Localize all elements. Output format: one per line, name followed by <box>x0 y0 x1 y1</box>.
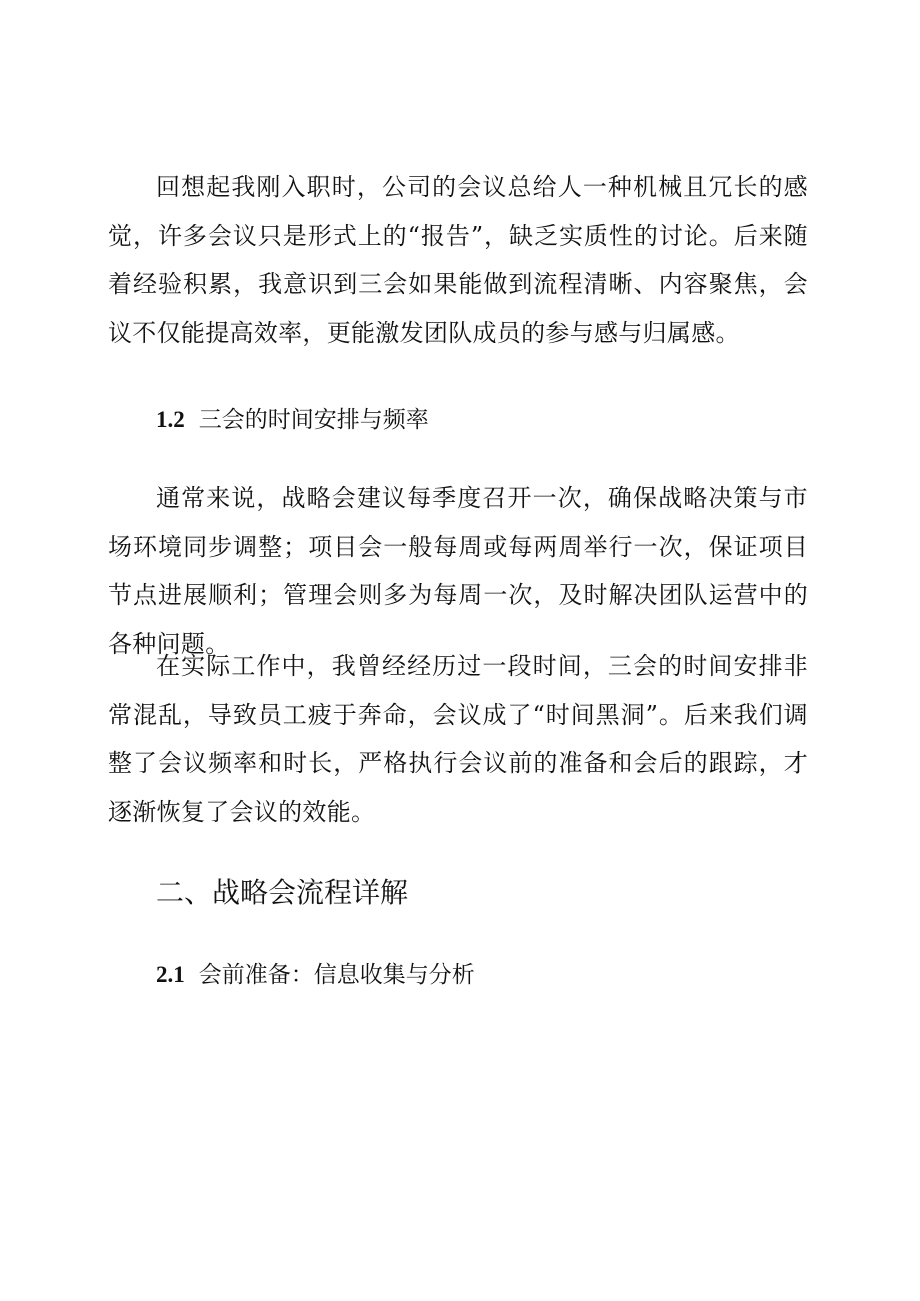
section-heading-1-2 <box>156 405 429 435</box>
section-number: 2.1 <box>156 962 185 987</box>
section-heading-2-1 <box>156 960 475 990</box>
paragraph-practical-experience: 在实际工作中，我曾经经历过一段时间，三会的时间安排非常混乱，导致员工疲于奔命，会议成了“时间黑洞”。后来我们调整了会议频率和时长，严格执行会议前的准备和会后的跟踪，才逐渐恢复了会议的效能。 <box>108 652 808 826</box>
paragraph-meeting-frequency: 通常来说，战略会建议每季度召开一次，确保战略决策与市场环境同步调整；项目会一般每周或每两周举行一次，保证项目节点进展顺利；管理会则多为每周一次，及时解决团队运营中的各种问题。 <box>108 484 808 658</box>
section-title: 会前准备：信息收集与分析 <box>198 962 475 988</box>
chapter-heading-2: 二、战略会流程详解 <box>156 876 409 909</box>
section-number: 1.2 <box>156 407 185 432</box>
paragraph-onboarding-reflection: 回想起我刚入职时，公司的会议总给人一种机械且冗长的感觉，许多会议只是形式上的“报告”，缺乏实质性的讨论。后来随着经验积累，我意识到三会如果能做到流程清晰、内容聚焦，会议不仅能提高效率，更能激发团队成员的参与感与归属感。 <box>108 173 808 347</box>
section-title: 三会的时间安排与频率 <box>198 407 429 433</box>
